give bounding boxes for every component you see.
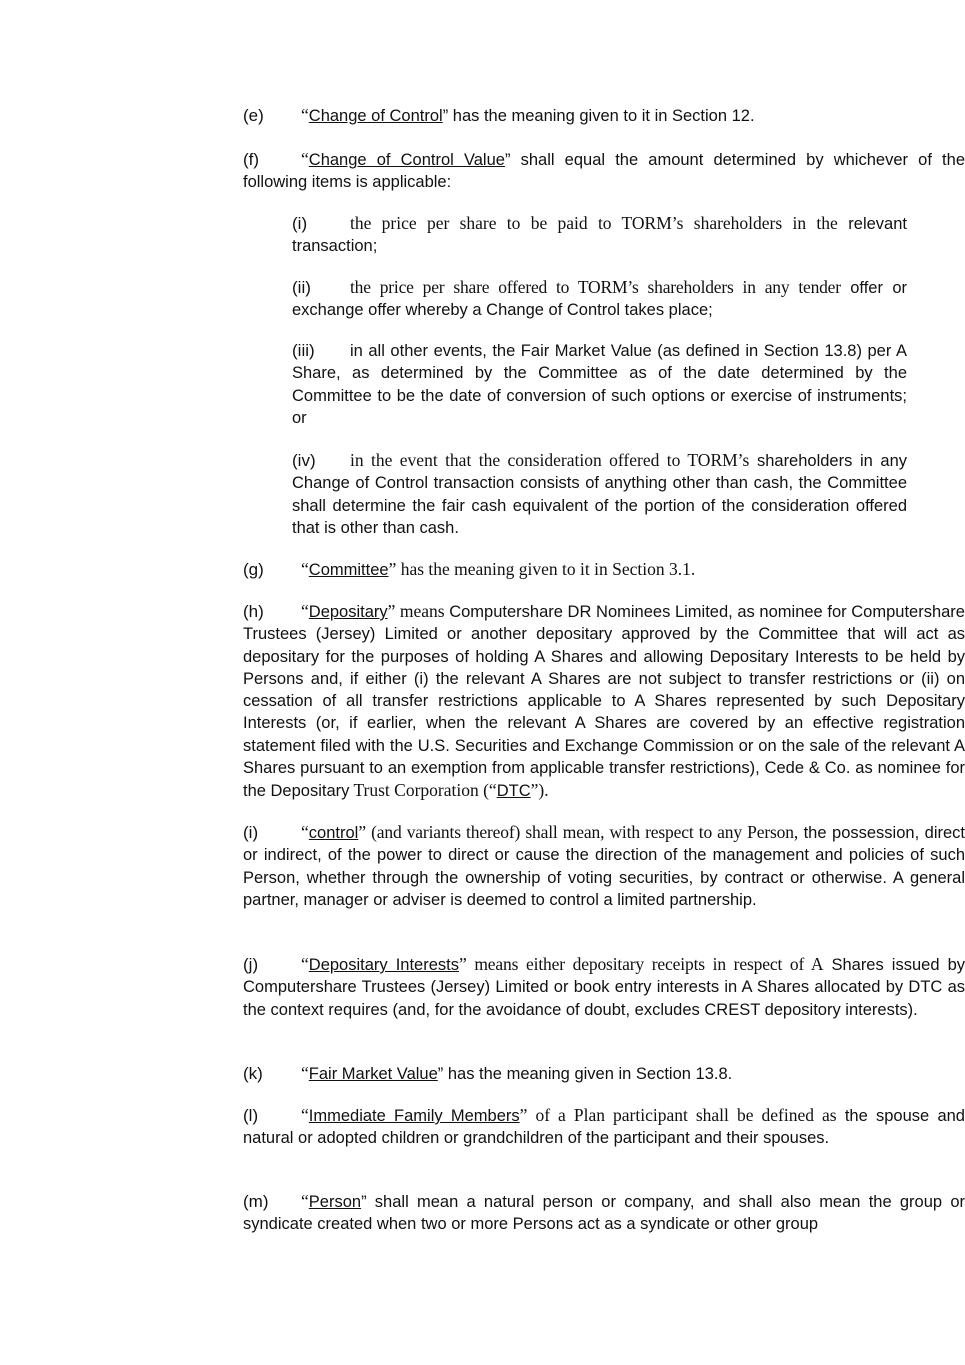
definition-label: (g): [243, 560, 264, 579]
definition-text: ” has the meaning given to it in Section 12.: [442, 107, 755, 125]
open-quote: “: [301, 1105, 309, 1125]
open-quote: “: [301, 601, 309, 621]
definition-text: Trust Corporation (“: [349, 780, 497, 801]
definition-label: (e): [243, 106, 264, 125]
sub-item-ii: [234, 276, 907, 322]
definition-text: ” of a Plan participant shall be defined as: [519, 1105, 837, 1125]
open-quote: “: [301, 1191, 309, 1211]
sub-item-text: shareholders in any Change of Control transaction consists of anything other than cash, the Committee shall determine the fair cash equivalent of the portion of the consideration offered that is other than cash.: [292, 452, 908, 537]
open-quote: “: [301, 105, 309, 125]
definition-label: (h): [243, 602, 264, 621]
sub-item-label: (i): [292, 214, 308, 233]
sub-item-lead: in the event that the consideration offered to TORM’s: [350, 450, 750, 470]
sub-item-label: (iv): [292, 451, 316, 470]
definition-label: (m): [243, 1192, 269, 1211]
definition-text: ”).: [530, 780, 549, 801]
definition-label: (j): [243, 955, 259, 974]
definition-label: (l): [243, 1106, 259, 1125]
definition-text: the spouse and natural or adopted children or grandchildren of the participant and their spouses.: [243, 1107, 965, 1148]
sub-item-label: (ii): [292, 278, 311, 297]
definition-label: (k): [243, 1064, 263, 1083]
open-quote: “: [301, 149, 309, 169]
defined-term: Change of Control: [308, 107, 443, 125]
sub-item-iv: [234, 449, 907, 539]
definition-text: ” shall equal the amount determined by whichever of the following items is applicable:: [243, 151, 965, 192]
definition-text: ” has the meaning given in Section 13.8.: [437, 1065, 733, 1083]
sub-item-text: relevant transaction;: [292, 215, 907, 256]
definition-text: Shares issued by Computershare Trustees (Jersey) Limited or book entry interests in A Shares allocated by DTC as the context requires (and, for the avoidance of doubt, excludes CREST depository interests).: [243, 956, 965, 1019]
definition-m: [127, 1190, 965, 1236]
definition-text: ” (and variants thereof) shall mean, with respect to any Person,: [358, 822, 799, 842]
definition-label: (f): [243, 150, 260, 169]
definition-l: [127, 1104, 965, 1150]
definition-h: [127, 600, 965, 803]
defined-term: Committee: [308, 561, 389, 579]
sub-item-lead: the price per share offered to TORM’s shareholders in any tender: [350, 277, 841, 297]
definition-text: ” shall mean a natural person or company, and shall also mean the group or syndicate created when two or more Persons act as a syndicate or other group: [243, 1193, 965, 1234]
defined-term: Immediate Family Members: [308, 1107, 520, 1125]
open-quote: “: [301, 822, 309, 842]
definition-text: the possession, direct or indirect, of the power to direct or cause the direction of the management and policies of such Person, whether through the ownership of voting securities, by contract or otherwise. A general partner, manager or adviser is deemed to control a limited partnership.: [243, 824, 965, 909]
definition-text: ” means either depositary receipts in respect of A: [459, 954, 824, 974]
definition-g: [127, 558, 965, 581]
sub-item-text: offer or exchange offer whereby a Change of Control takes place;: [292, 279, 908, 320]
definition-e: [127, 104, 965, 127]
definition-f: [127, 148, 965, 194]
defined-term: Fair Market Value: [308, 1065, 438, 1083]
sub-item-text: in all other events, the Fair Market Value (as defined in Section 13.8) per A Share, as determined by the Committee as of the date determined by the Committee to be the date of conversion of such options or exercise of instruments; or: [292, 342, 907, 427]
definition-j: [127, 953, 965, 1021]
defined-term: Change of Control Value: [308, 151, 505, 169]
open-quote: “: [301, 559, 309, 579]
defined-term: Person: [308, 1193, 362, 1211]
sub-item-iii: [234, 340, 907, 429]
definition-k: [127, 1062, 965, 1085]
defined-term: Depositary: [308, 603, 388, 621]
defined-term: Depositary Interests: [308, 956, 459, 974]
definition-i: [127, 821, 965, 911]
defined-term: control: [308, 824, 359, 842]
sub-item-lead: the price per share to be paid to TORM’s shareholders in the: [350, 213, 838, 233]
definition-text: ” has the meaning given to it in Section 3.1.: [388, 559, 696, 579]
open-quote: “: [301, 954, 309, 974]
sub-item-label: (iii): [292, 341, 315, 360]
definition-text: Computershare DR Nominees Limited, as nominee for Computershare Trustees (Jersey) Limited or another depositary approved by the Committee that will act as depositary for the purposes of holding A Shares and allowing Depositary Interests to be held by Persons and, if either (i) the relevant A Shares are not subject to transfer restrictions or (ii) on cessation of all transfer restrictions applicable to A Shares represented by such Depositary Interests (or, if earlier, when the relevant A Shares are covered by an effective registration statement filed with the U.S. Securities and Exchange Commission or on the sale of the relevant A Shares pursuant to an exemption from applicable transfer restrictions), Cede & Co. as nominee for the Depositary: [243, 603, 965, 801]
definition-label: (i): [243, 823, 259, 842]
definition-text: ” means: [387, 601, 445, 621]
abbreviation-term: DTC: [496, 782, 531, 801]
open-quote: “: [301, 1063, 309, 1083]
sub-item-i: [234, 212, 907, 258]
